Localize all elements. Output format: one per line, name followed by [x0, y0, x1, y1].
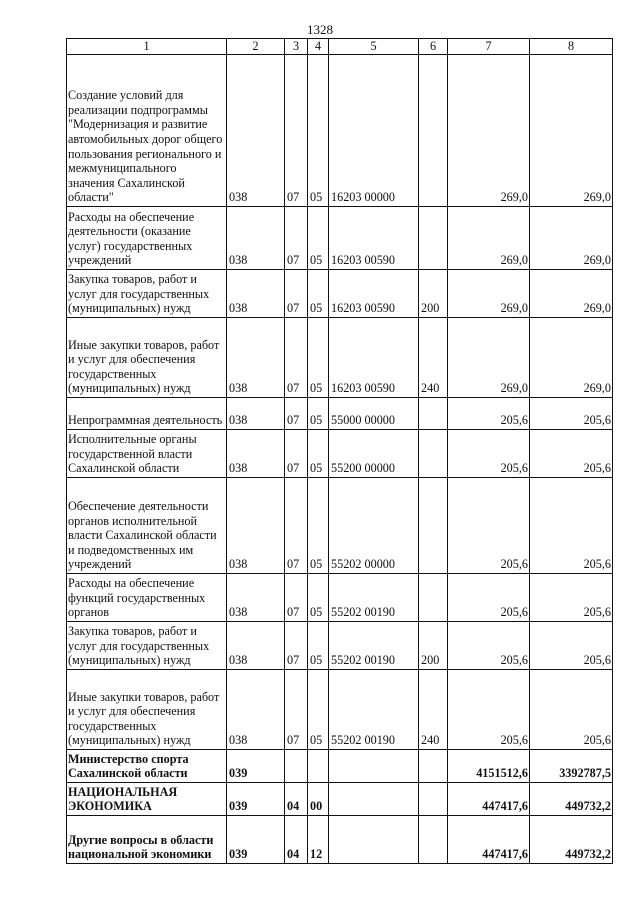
row-name: Закупка товаров, работ и услуг для государственных (муниципальных) нужд: [67, 270, 227, 318]
table-row: [67, 670, 613, 750]
row-expense-type: [419, 430, 448, 478]
column-header: 8: [530, 39, 613, 55]
row-amount-col8: 449732,2: [530, 783, 613, 816]
row-name: Исполнительные органы государственной власти Сахалинской области: [67, 430, 227, 478]
row-amount-col8: 449732,2: [530, 816, 613, 864]
row-expense-type: [419, 750, 448, 783]
table-row: [67, 574, 613, 622]
row-subsection: 05: [308, 670, 329, 750]
row-expense-type: [419, 783, 448, 816]
row-name: Непрограммная деятельность: [67, 398, 227, 430]
row-target-code: 16203 00590: [329, 207, 419, 270]
row-expense-type: [419, 207, 448, 270]
budget-table: [66, 38, 613, 864]
row-amount-col7: 205,6: [448, 574, 530, 622]
table-row: [67, 398, 613, 430]
row-subsection: 05: [308, 207, 329, 270]
row-subsection: 05: [308, 478, 329, 574]
row-amount-col7: 205,6: [448, 622, 530, 670]
row-target-code: 16203 00590: [329, 318, 419, 398]
row-admin-code: 038: [227, 398, 285, 430]
column-header: 7: [448, 39, 530, 55]
row-amount-col8: 205,6: [530, 430, 613, 478]
row-subsection: [308, 750, 329, 783]
row-expense-type: 200: [419, 270, 448, 318]
row-amount-col7: 205,6: [448, 478, 530, 574]
row-amount-col7: 205,6: [448, 398, 530, 430]
row-section: 07: [285, 270, 308, 318]
table-row: [67, 318, 613, 398]
column-header: 3: [285, 39, 308, 55]
row-admin-code: 038: [227, 574, 285, 622]
row-target-code: 55202 00190: [329, 670, 419, 750]
row-expense-type: [419, 398, 448, 430]
row-amount-col8: 205,6: [530, 670, 613, 750]
row-section: 07: [285, 398, 308, 430]
row-expense-type: 240: [419, 318, 448, 398]
row-name: Создание условий для реализации подпрограммы "Модернизация и развитие автомобильных дорог общего пользования регионального и межмуниципального значения Сахалинской области": [67, 55, 227, 207]
row-name: Другие вопросы в области национальной экономики: [67, 816, 227, 864]
row-expense-type: 240: [419, 670, 448, 750]
row-amount-col8: 3392787,5: [530, 750, 613, 783]
row-amount-col7: 205,6: [448, 670, 530, 750]
row-amount-col8: 269,0: [530, 270, 613, 318]
row-amount-col7: 269,0: [448, 318, 530, 398]
row-admin-code: 039: [227, 783, 285, 816]
row-section: 07: [285, 318, 308, 398]
row-amount-col8: 205,6: [530, 622, 613, 670]
row-expense-type: [419, 816, 448, 864]
row-target-code: 55202 00190: [329, 622, 419, 670]
row-section: 07: [285, 622, 308, 670]
row-section: 04: [285, 816, 308, 864]
row-amount-col7: 269,0: [448, 207, 530, 270]
row-name: Министерство спорта Сахалинской области: [67, 750, 227, 783]
row-target-code: 16203 00000: [329, 55, 419, 207]
column-header: 6: [419, 39, 448, 55]
row-target-code: 55202 00000: [329, 478, 419, 574]
row-expense-type: [419, 55, 448, 207]
row-subsection: 05: [308, 55, 329, 207]
row-target-code: 55200 00000: [329, 430, 419, 478]
row-name: Закупка товаров, работ и услуг для государственных (муниципальных) нужд: [67, 622, 227, 670]
row-subsection: 00: [308, 783, 329, 816]
row-expense-type: [419, 574, 448, 622]
row-admin-code: 038: [227, 670, 285, 750]
row-name: НАЦИОНАЛЬНАЯ ЭКОНОМИКА: [67, 783, 227, 816]
row-target-code: [329, 750, 419, 783]
row-target-code: 55202 00190: [329, 574, 419, 622]
row-admin-code: 038: [227, 430, 285, 478]
column-header: 2: [227, 39, 285, 55]
table-row: [67, 622, 613, 670]
table-row: [67, 783, 613, 816]
row-amount-col7: 4151512,6: [448, 750, 530, 783]
row-amount-col8: 205,6: [530, 398, 613, 430]
row-amount-col7: 205,6: [448, 430, 530, 478]
row-name: Обеспечение деятельности органов исполнительной власти Сахалинской области и подведомственных им учреждений: [67, 478, 227, 574]
row-subsection: 05: [308, 574, 329, 622]
row-section: 07: [285, 430, 308, 478]
row-admin-code: 038: [227, 270, 285, 318]
row-amount-col8: 269,0: [530, 207, 613, 270]
row-subsection: 05: [308, 622, 329, 670]
row-expense-type: [419, 478, 448, 574]
table-row: [67, 430, 613, 478]
row-amount-col8: 205,6: [530, 574, 613, 622]
row-name: Иные закупки товаров, работ и услуг для обеспечения государственных (муниципальных) нужд: [67, 670, 227, 750]
row-name: Расходы на обеспечение деятельности (оказание услуг) государственных учреждений: [67, 207, 227, 270]
row-name: Иные закупки товаров, работ и услуг для обеспечения государственных (муниципальных) нужд: [67, 318, 227, 398]
row-admin-code: 039: [227, 750, 285, 783]
row-amount-col7: 269,0: [448, 270, 530, 318]
row-amount-col7: 269,0: [448, 55, 530, 207]
column-header: 1: [67, 39, 227, 55]
row-section: 07: [285, 478, 308, 574]
column-header: 5: [329, 39, 419, 55]
row-amount-col8: 269,0: [530, 55, 613, 207]
row-subsection: 05: [308, 430, 329, 478]
row-subsection: 05: [308, 398, 329, 430]
table-row: [67, 478, 613, 574]
row-admin-code: 038: [227, 478, 285, 574]
row-section: 07: [285, 574, 308, 622]
row-amount-col7: 447417,6: [448, 783, 530, 816]
column-header: 4: [308, 39, 329, 55]
table-row: [67, 55, 613, 207]
table-row: [67, 750, 613, 783]
row-section: 07: [285, 207, 308, 270]
row-target-code: [329, 816, 419, 864]
page-number: 1328: [307, 22, 333, 37]
table-row: [67, 270, 613, 318]
row-subsection: 12: [308, 816, 329, 864]
row-admin-code: 038: [227, 622, 285, 670]
row-section: 07: [285, 55, 308, 207]
row-admin-code: 038: [227, 318, 285, 398]
row-name: Расходы на обеспечение функций государственных органов: [67, 574, 227, 622]
table-row: [67, 207, 613, 270]
row-amount-col8: 269,0: [530, 318, 613, 398]
row-admin-code: 038: [227, 55, 285, 207]
row-subsection: 05: [308, 318, 329, 398]
row-amount-col8: 205,6: [530, 478, 613, 574]
row-target-code: [329, 783, 419, 816]
row-section: [285, 750, 308, 783]
table-header-row: [67, 39, 613, 55]
row-section: 07: [285, 670, 308, 750]
table-row: [67, 816, 613, 864]
row-expense-type: 200: [419, 622, 448, 670]
row-admin-code: 039: [227, 816, 285, 864]
row-subsection: 05: [308, 270, 329, 318]
row-target-code: 16203 00590: [329, 270, 419, 318]
row-amount-col7: 447417,6: [448, 816, 530, 864]
row-section: 04: [285, 783, 308, 816]
row-admin-code: 038: [227, 207, 285, 270]
row-target-code: 55000 00000: [329, 398, 419, 430]
